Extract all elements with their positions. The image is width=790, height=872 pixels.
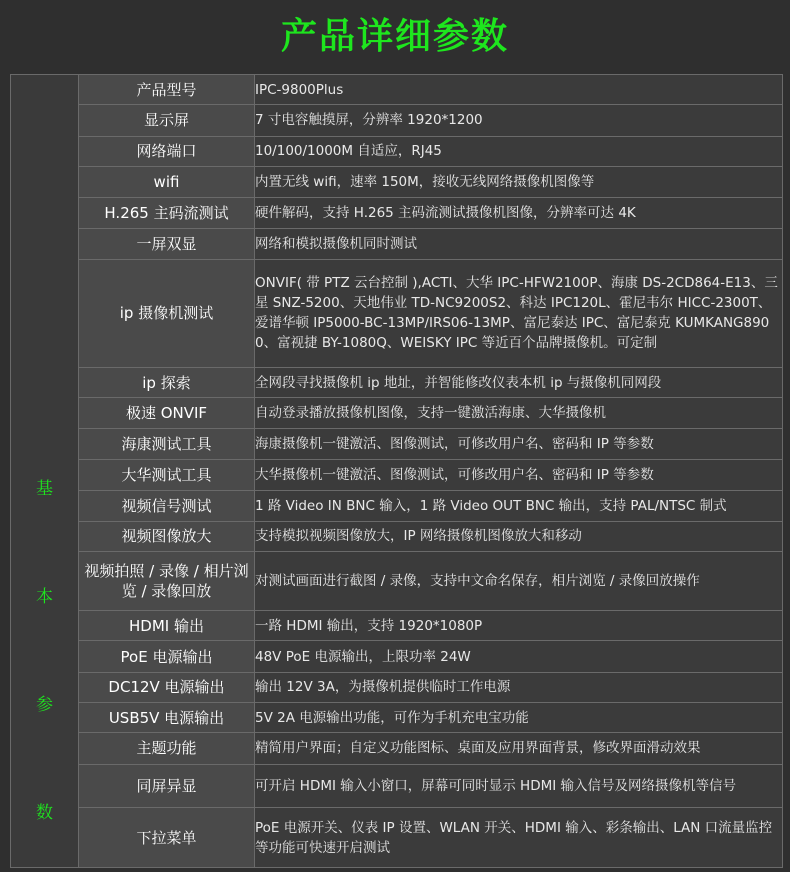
spec-label: 极速 ONVIF xyxy=(79,398,255,428)
spec-row xyxy=(11,703,783,733)
spec-value: 输出 12V 3A，为摄像机提供临时工作电源 xyxy=(255,672,783,702)
spec-label: PoE 电源输出 xyxy=(79,641,255,672)
page-title: 产品详细参数 xyxy=(280,16,509,57)
spec-value: 大华摄像机一键激活、图像测试，可修改用户名、密码和 IP 等参数 xyxy=(255,459,783,490)
spec-label: H.265 主码流测试 xyxy=(79,198,255,229)
section-label-char: 基 xyxy=(36,479,53,499)
spec-label: USB5V 电源输出 xyxy=(79,703,255,733)
spec-value: PoE 电源开关、仪表 IP 设置、WLAN 开关、HDMI 输入、彩条输出、LAN 口流量监控等功能可快速开启测试 xyxy=(255,808,783,868)
spec-row xyxy=(11,398,783,428)
spec-row xyxy=(11,808,783,868)
spec-row xyxy=(11,764,783,808)
spec-label: 主题功能 xyxy=(79,733,255,764)
spec-label: wifi xyxy=(79,166,255,197)
spec-row xyxy=(11,672,783,702)
spec-label: ip 摄像机测试 xyxy=(79,259,255,368)
spec-row xyxy=(11,641,783,672)
spec-row xyxy=(11,551,783,610)
spec-value: 支持模拟视频图像放大，IP 网络摄像机图像放大和移动 xyxy=(255,521,783,551)
spec-row xyxy=(11,75,783,105)
spec-value: 全网段寻找摄像机 ip 地址，并智能修改仪表本机 ip 与摄像机同网段 xyxy=(255,368,783,398)
spec-row xyxy=(11,521,783,551)
spec-value: 7 寸电容触摸屏，分辨率 1920*1200 xyxy=(255,105,783,136)
section-label-char: 数 xyxy=(36,803,53,823)
spec-row xyxy=(11,229,783,259)
spec-label: 显示屏 xyxy=(79,105,255,136)
section-label-char: 本 xyxy=(36,587,53,607)
spec-value: 网络和模拟摄像机同时测试 xyxy=(255,229,783,259)
spec-value: IPC-9800Plus xyxy=(255,75,783,105)
spec-value: 10/100/1000M 自适应，RJ45 xyxy=(255,136,783,166)
spec-row xyxy=(11,611,783,641)
section-label-basic-params xyxy=(11,75,79,868)
spec-row xyxy=(11,198,783,229)
spec-value: 一路 HDMI 输出，支持 1920*1080P xyxy=(255,611,783,641)
spec-value: 精简用户界面；自定义功能图标、桌面及应用界面背景，修改界面滑动效果 xyxy=(255,733,783,764)
spec-label: DC12V 电源输出 xyxy=(79,672,255,702)
spec-label: 视频图像放大 xyxy=(79,521,255,551)
section-label-char: 参 xyxy=(36,695,53,715)
spec-label: ip 探索 xyxy=(79,368,255,398)
spec-row xyxy=(11,491,783,521)
spec-table xyxy=(10,74,783,868)
spec-label: 一屏双显 xyxy=(79,229,255,259)
spec-value: ONVIF( 带 PTZ 云台控制 ),ACTI、大华 IPC-HFW2100P、海康 DS-2CD864-E13、三星 SNZ-5200、天地伟业 TD-NC9200S2、科达 IPC120L、霍尼韦尔 HICC-2300T、爱谱华顿 IP5000-BC-13MP/IRS06-13MP、富尼泰达 IPC、富尼泰克 KUMKANG8900、富视捷 BY-1080Q、WEISKY IPC 等近百个品牌摄像机。可定制 xyxy=(255,259,783,368)
spec-label: 下拉菜单 xyxy=(79,808,255,868)
spec-row xyxy=(11,368,783,398)
spec-label: 大华测试工具 xyxy=(79,459,255,490)
spec-value: 5V 2A 电源输出功能，可作为手机充电宝功能 xyxy=(255,703,783,733)
spec-row xyxy=(11,259,783,368)
spec-label: 海康测试工具 xyxy=(79,428,255,459)
spec-value: 自动登录播放摄像机图像，支持一键激活海康、大华摄像机 xyxy=(255,398,783,428)
spec-row xyxy=(11,105,783,136)
spec-value: 1 路 Video IN BNC 输入，1 路 Video OUT BNC 输出，支持 PAL/NTSC 制式 xyxy=(255,491,783,521)
spec-row xyxy=(11,166,783,197)
spec-value: 海康摄像机一键激活、图像测试，可修改用户名、密码和 IP 等参数 xyxy=(255,428,783,459)
spec-label: 网络端口 xyxy=(79,136,255,166)
spec-label: 视频拍照 / 录像 / 相片浏览 / 录像回放 xyxy=(79,551,255,610)
spec-label: 同屏异显 xyxy=(79,764,255,808)
spec-row xyxy=(11,733,783,764)
spec-label: 视频信号测试 xyxy=(79,491,255,521)
spec-label: HDMI 输出 xyxy=(79,611,255,641)
spec-value: 对测试画面进行截图 / 录像，支持中文命名保存，相片浏览 / 录像回放操作 xyxy=(255,551,783,610)
spec-value: 48V PoE 电源输出，上限功率 24W xyxy=(255,641,783,672)
spec-value: 可开启 HDMI 输入小窗口，屏幕可同时显示 HDMI 输入信号及网络摄像机等信号 xyxy=(255,764,783,808)
spec-row xyxy=(11,136,783,166)
spec-row xyxy=(11,428,783,459)
spec-value: 内置无线 wifi，速率 150M，接收无线网络摄像机图像等 xyxy=(255,166,783,197)
spec-value: 硬件解码，支持 H.265 主码流测试摄像机图像，分辨率可达 4K xyxy=(255,198,783,229)
spec-row xyxy=(11,459,783,490)
spec-label: 产品型号 xyxy=(79,75,255,105)
